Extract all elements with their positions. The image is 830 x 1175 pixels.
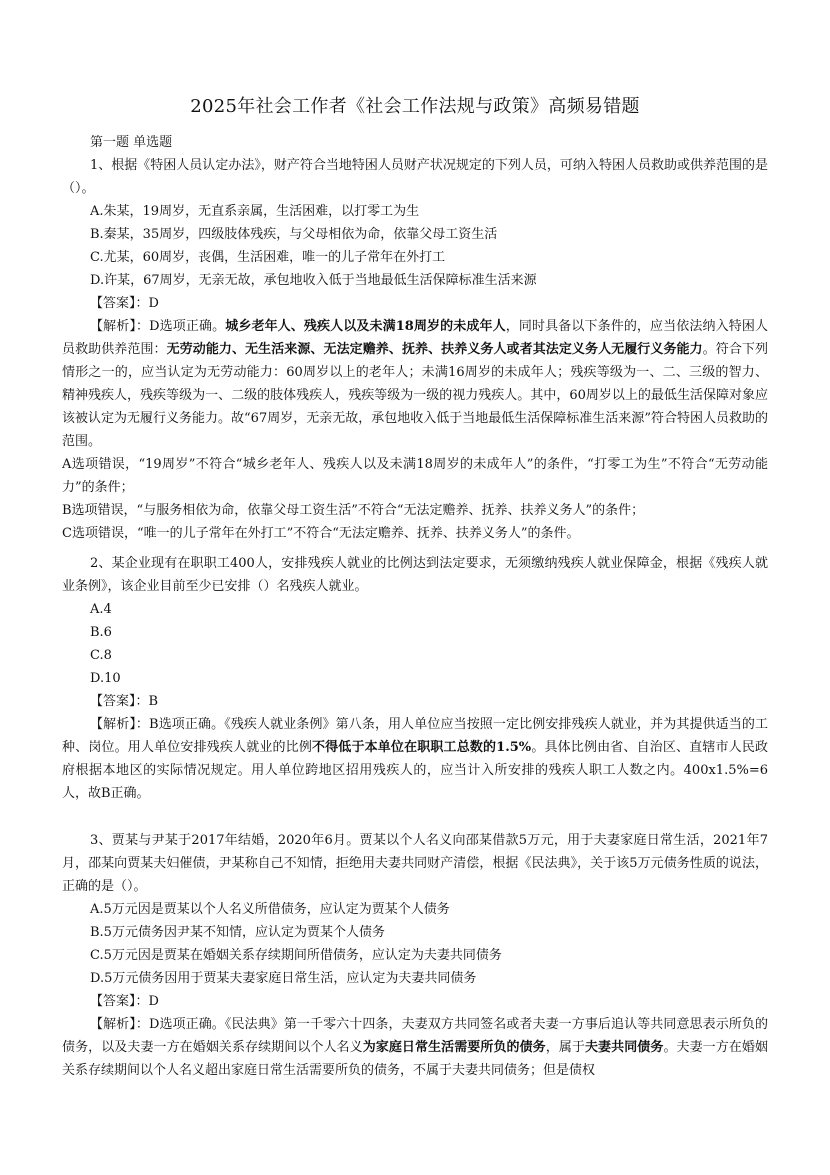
page-title: 2025年社会工作者《社会工作法规与政策》高频易错题 [190, 96, 640, 117]
analysis-label: 【解析】： [90, 717, 150, 732]
answer-line: 【答案】：D [90, 994, 159, 1009]
question-stem: 1、根据《特困人员认定办法》，财产符合当地特困人员财产状况规定的下列人员，可纳入特困人员救助或供养范围的是（）。 [62, 158, 768, 196]
wrong-a-note: A选项错误，“19周岁”不符合“城乡老年人、残疾人以及未满18周岁的未成年人”的条件，“打零工为生”不符合“无劳动能力”的条件； [62, 457, 768, 495]
analysis-paragraph [62, 315, 768, 453]
option-c: C.尤某，60周岁，丧偶，生活困难，唯一的儿子常年在外打工 [90, 250, 446, 265]
option-a: A.朱某，19周岁，无直系亲属，生活困难，以打零工为生 [90, 204, 420, 219]
analysis-paragraph [62, 713, 768, 805]
question-2-block [62, 552, 768, 805]
analysis-text: D选项正确。 [149, 319, 226, 334]
question-3-block [62, 829, 768, 1082]
analysis-paragraph [62, 1013, 768, 1082]
option-d: D.许某，67周岁，无亲无故，承包地收入低于当地最低生活保障标准生活来源 [90, 273, 537, 288]
answer-line: 【答案】：B [90, 694, 159, 709]
analysis-text: D选项正确。《民法典》第一千零六十四条，夫妻双方共同签名或者夫妻一方事后追认等共同意思表示所负的债务，以及夫妻一方在婚姻关系存续期间以个人名义 [62, 1017, 768, 1055]
option-d: D.10 [90, 671, 121, 686]
option-b: B.秦某，35周岁，四级肢体残疾，与父母相依为命，依靠父母工资生活 [90, 227, 498, 242]
option-b: B.5万元债务因尹某不知情，应认定为贾某个人债务 [90, 925, 385, 940]
question-1-block [62, 131, 768, 545]
analysis-label: 【解析】： [90, 1017, 149, 1032]
analysis-bold: 城乡老年人、残疾人以及未满18周岁的未成年人 [225, 319, 506, 334]
analysis-text: 。符合下列情形之一的，应当认定为无劳动能力：60周岁以上的老年人；未满16周岁的未成年人；残疾等级为一、二、三级的智力、精神残疾人，残疾等级为一、二级的肢体残疾人，残疾等级为一级的视力残疾人。其中，60周岁以上的最低生活保障对象应该被认定为无履行义务能力。故“67周岁，无亲无故，承包地收入低于当地最低生活保障标准生活来源”符合特困人员救助的范围。 [62, 342, 768, 449]
analysis-bold: 夫妻共同债务 [584, 1040, 664, 1055]
wrong-c-note: C选项错误，“唯一的儿子常年在外打工”不符合“无法定赡养、抚养、扶养义务人”的条件。 [62, 526, 580, 541]
analysis-bold: 不得低于本单位在职职工总数的1.5% [311, 740, 532, 755]
analysis-text: 。具体比例由省、自治区、直辖市人民政府根据本地区的实际情况规定。用人单位跨地区招用残疾人的，应当计入所安排的残疾人职工人数之内。400x1.5%=6人，故B正确。 [62, 740, 768, 801]
wrong-b-note: B选项错误，“与服务相依为命，依靠父母工资生活”不符合“无法定赡养、抚养、扶养义务人”的条件； [62, 503, 645, 518]
answer-line: 【答案】：D [90, 296, 159, 311]
option-b: B.6 [90, 625, 112, 640]
option-a: A.5万元因是贾某以个人名义所借债务，应认定为贾某个人债务 [90, 902, 450, 917]
option-c: C.5万元因是贾某在婚姻关系存续期间所借债务，应认定为夫妻共同债务 [90, 948, 502, 963]
analysis-text: B选项正确。《残疾人就业条例》第八条，用人单位应当按照一定比例安排残疾人就业，并为其提供适当的工种、岗位。用人单位安排残疾人就业的比例 [62, 717, 768, 755]
analysis-text: ，属于 [545, 1040, 585, 1055]
option-a: A.4 [90, 602, 112, 617]
question-stem: 3、贾某与尹某于2017年结婚，2020年6月。贾某以个人名义向邵某借款5万元，用于夫妻家庭日常生活，2021年7月，邵某向贾某夫妇催债，尹某称自己不知情，拒绝用夫妻共同财产清偿，根据《民法典》，关于该5万元债务性质的说法，正确的是（）。 [62, 833, 768, 894]
analysis-bold: 为家庭日常生活需要所负的债务 [362, 1040, 546, 1055]
analysis-text: ，同时具备以下条件的，应当依法纳入特困人员救助供养范围： [62, 319, 768, 357]
option-c: C.8 [90, 648, 112, 663]
section-heading: 第一题 单选题 [90, 135, 173, 150]
analysis-label: 【解析】： [90, 319, 150, 334]
option-d: D.5万元债务因用于贾某夫妻家庭日常生活，应认定为夫妻共同债务 [90, 971, 477, 986]
analysis-bold: 无劳动能力、无生活来源、无法定赡养、抚养、扶养义务人或者其法定义务人无履行义务能力 [166, 342, 703, 357]
analysis-text: 。夫妻一方在婚姻关系存续期间以个人名义超出家庭日常生活需要所负的债务，不属于夫妻共同债务；但是债权 [62, 1040, 768, 1078]
question-stem: 2、某企业现有在职职工400人，安排残疾人就业的比例达到法定要求，无须缴纳残疾人就业保障金，根据《残疾人就业条例》，该企业目前至少已安排（）名残疾人就业。 [62, 556, 768, 594]
